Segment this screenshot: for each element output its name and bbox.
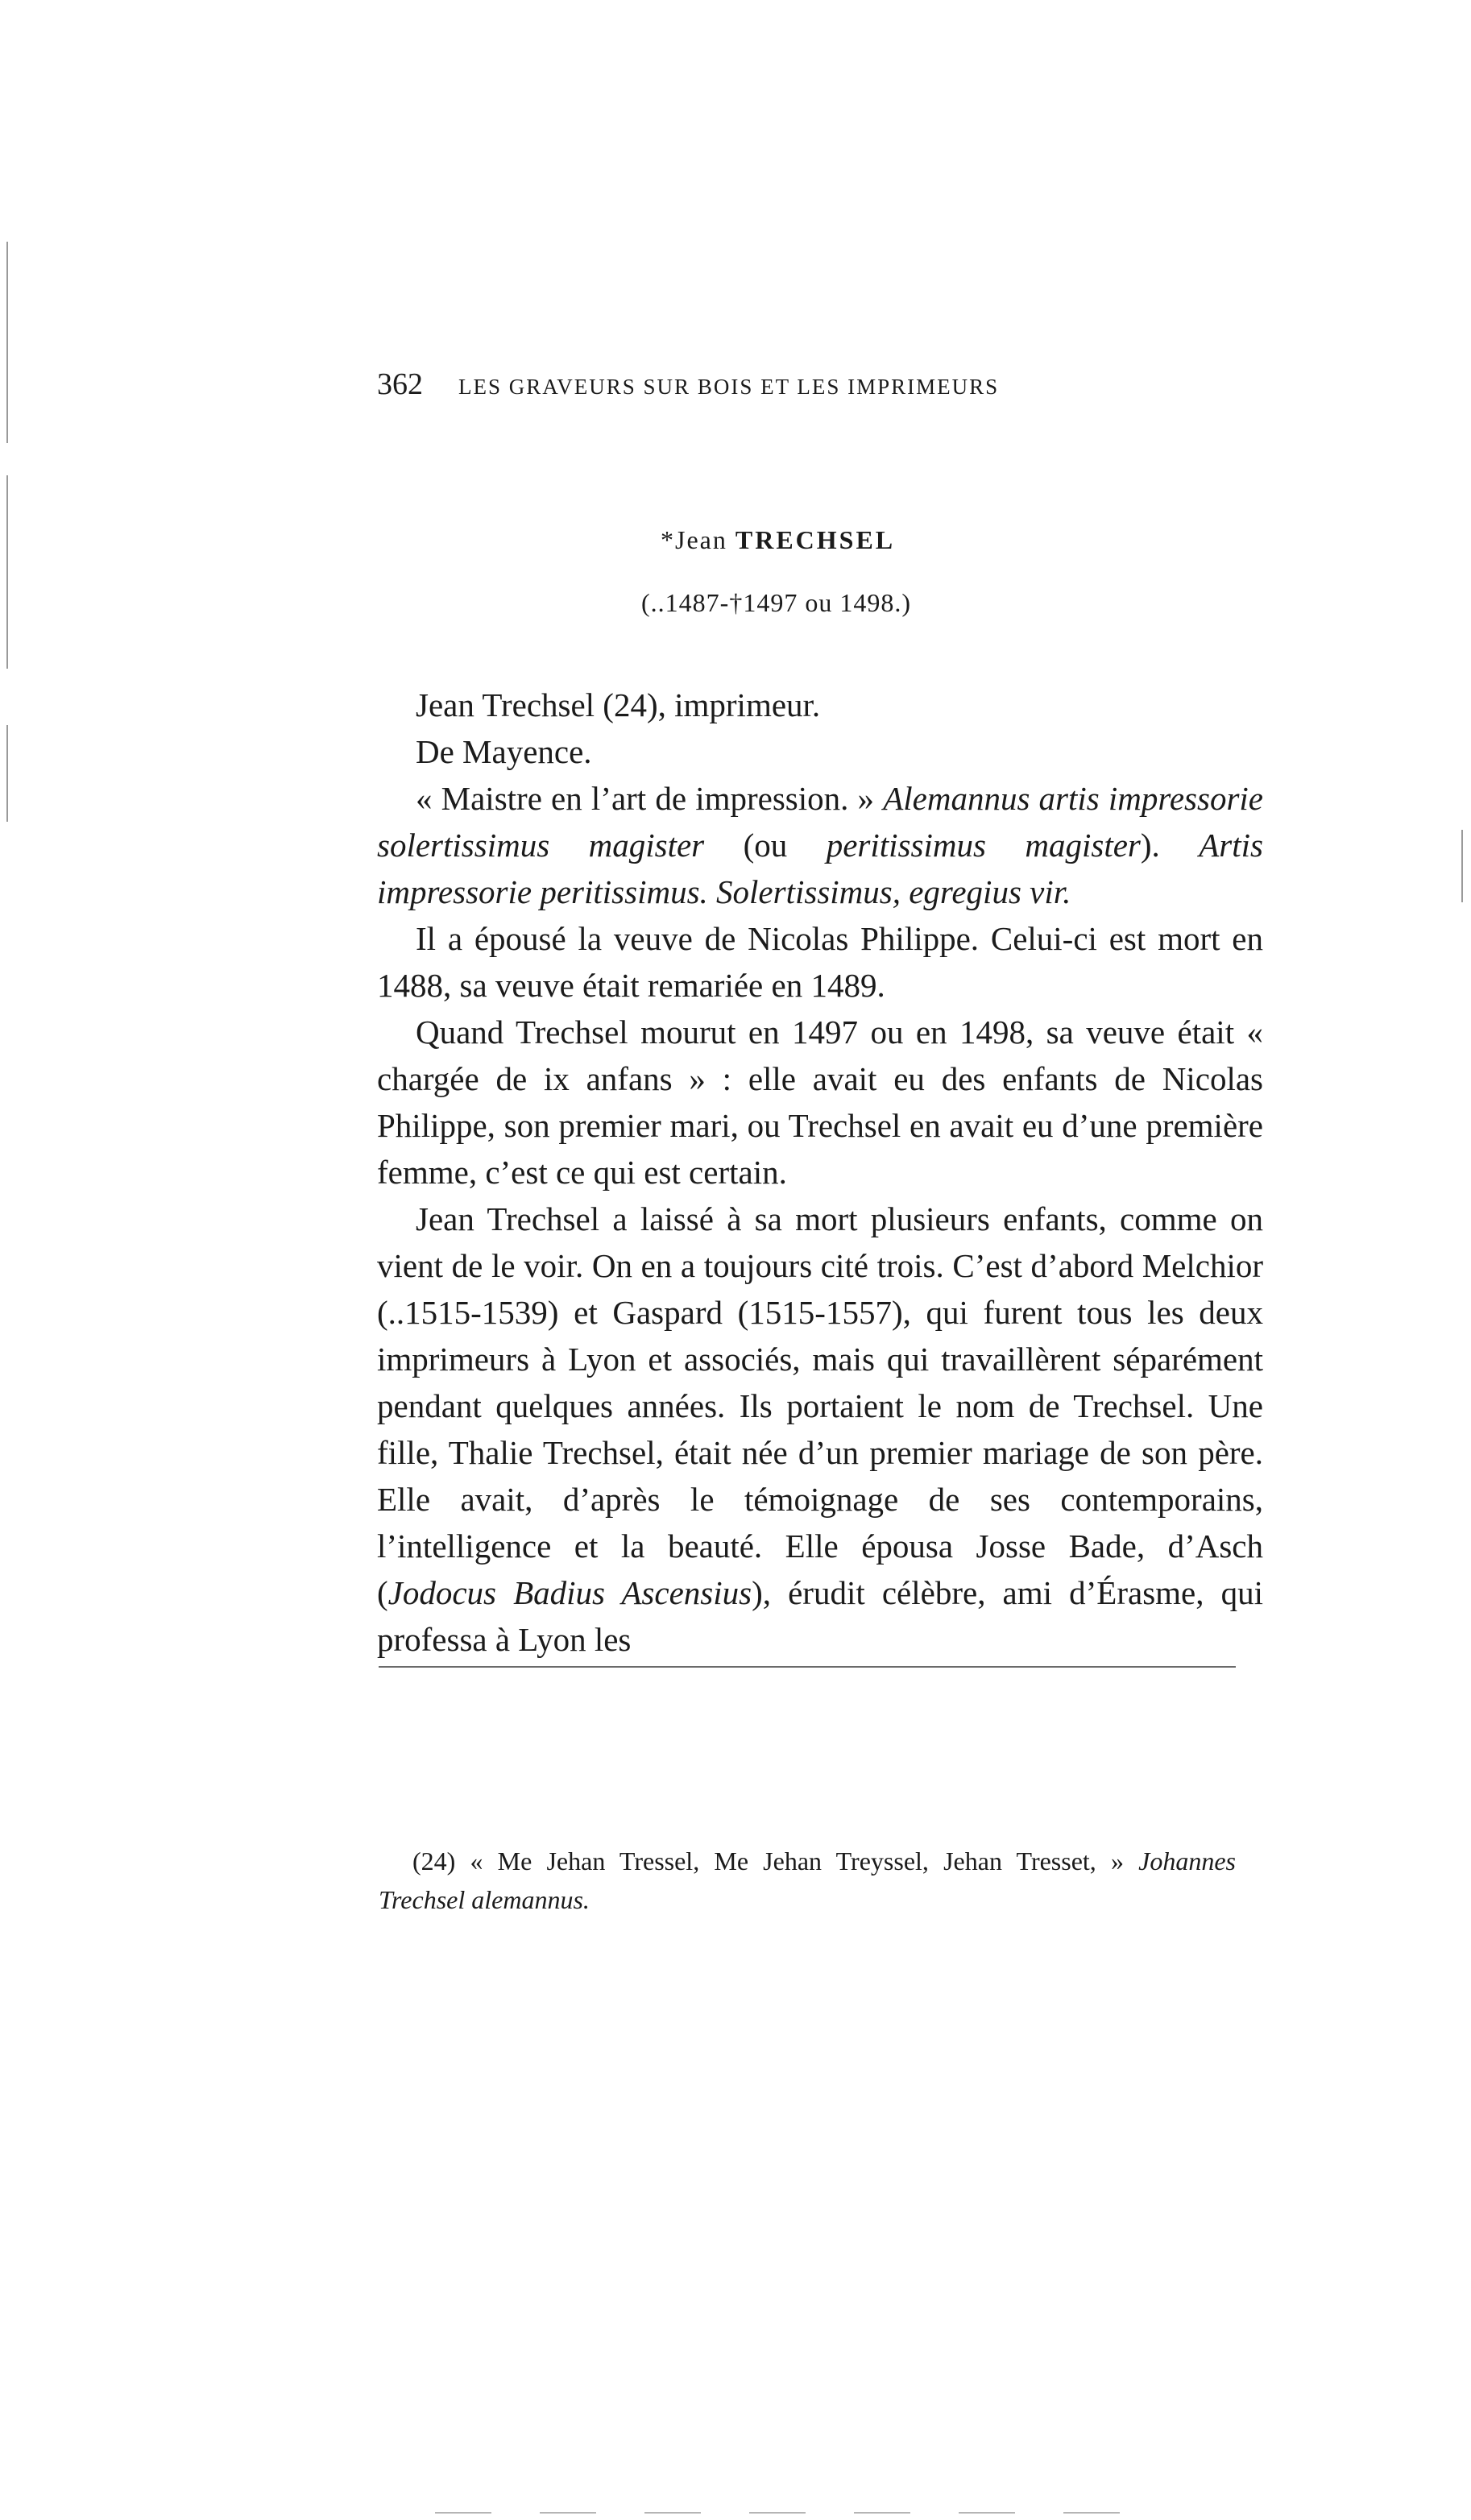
scan-mark xyxy=(749,2512,806,2514)
paragraph-text: ), érudit célèbre, ami d’Érasme, qui professa à Lyon les xyxy=(377,1574,1263,1658)
paragraph-text: « Maistre en l’art de impression. » xyxy=(416,780,884,817)
paragraph xyxy=(377,775,1263,915)
page-number: 362 xyxy=(377,367,423,401)
running-title: LES GRAVEURS SUR BOIS ET LES IMPRIMEURS xyxy=(458,375,1000,399)
scan-mark xyxy=(1063,2512,1120,2514)
paragraph: Quand Trechsel mourut en 1497 ou en 1498, sa veuve était « chargée de ix anfans » : elle avait eu des enfants de Nicolas Philippe, son premier mari, ou Trechsel en avait eu d’une première femme, c’est ce qui est certain. xyxy=(377,1013,1263,1191)
latin-name: Jodocus Badius Ascensius xyxy=(387,1574,752,1611)
running-head xyxy=(377,367,1263,402)
paragraph xyxy=(377,1196,1263,1663)
paragraph: Il a épousé la veuve de Nicolas Philippe. Celui-ci est mort en 1488, sa veuve était remariée en 1489. xyxy=(377,920,1263,1004)
scan-edge-mark xyxy=(1461,830,1463,902)
footnote-body: (24) « Me Jehan Tressel, Me Jehan Treyssel, Jehan Tresset, » xyxy=(412,1846,1139,1875)
footnote xyxy=(379,1842,1236,1919)
scan-mark xyxy=(644,2512,701,2514)
section-title-name: TRECHSEL xyxy=(735,525,896,554)
paragraph-text: ). xyxy=(1140,827,1200,864)
paragraph: De Mayence. xyxy=(416,733,592,770)
latin-quote: Artis impressorie peritissimus. Solertissimus, egregius vir. xyxy=(377,827,1264,910)
scan-mark xyxy=(854,2512,910,2514)
section-title xyxy=(661,525,895,555)
footnote-text xyxy=(379,1842,1236,1919)
footnote-italic: Johannes Trechsel alemannus. xyxy=(379,1846,1236,1914)
scan-mark xyxy=(959,2512,1015,2514)
paragraph-text: (ou xyxy=(704,827,827,864)
latin-quote: peritissimus magister xyxy=(826,827,1141,864)
section-title-prefix: *Jean xyxy=(661,525,736,554)
body-text xyxy=(377,682,1263,1663)
scan-edge-mark xyxy=(6,242,8,443)
scan-edge-mark xyxy=(6,475,8,669)
scan-mark xyxy=(540,2512,596,2514)
scan-bottom-marks xyxy=(435,2512,1241,2514)
latin-quote: Alemannus artis impressorie solertissimus magister xyxy=(377,780,1263,864)
footnote-divider xyxy=(379,1666,1236,1668)
paragraph-text: Jean Trechsel a laissé à sa mort plusieurs enfants, comme on vient de le voir. On en a toujours cité trois. C’est d’abord Melchior (..1515-1539) et Gaspard (1515-1557), qui furent tous les deux imprimeurs à Lyon et associés, mais qui travaillèrent séparément pendant quelques années. Ils portaient le nom de Trechsel. Une fille, Thalie Trechsel, était née d’un premier mariage de son père. Elle avait, d’après le témoignage de ses contemporains, l’intelligence et la beauté. Elle épousa Josse Bade, d’Asch ( xyxy=(377,1200,1263,1611)
scan-edge-mark xyxy=(6,725,8,822)
section-dates: (..1487-†1497 ou 1498.) xyxy=(641,588,911,617)
scan-mark xyxy=(435,2512,491,2514)
paragraph: Jean Trechsel (24), imprimeur. xyxy=(416,686,821,723)
